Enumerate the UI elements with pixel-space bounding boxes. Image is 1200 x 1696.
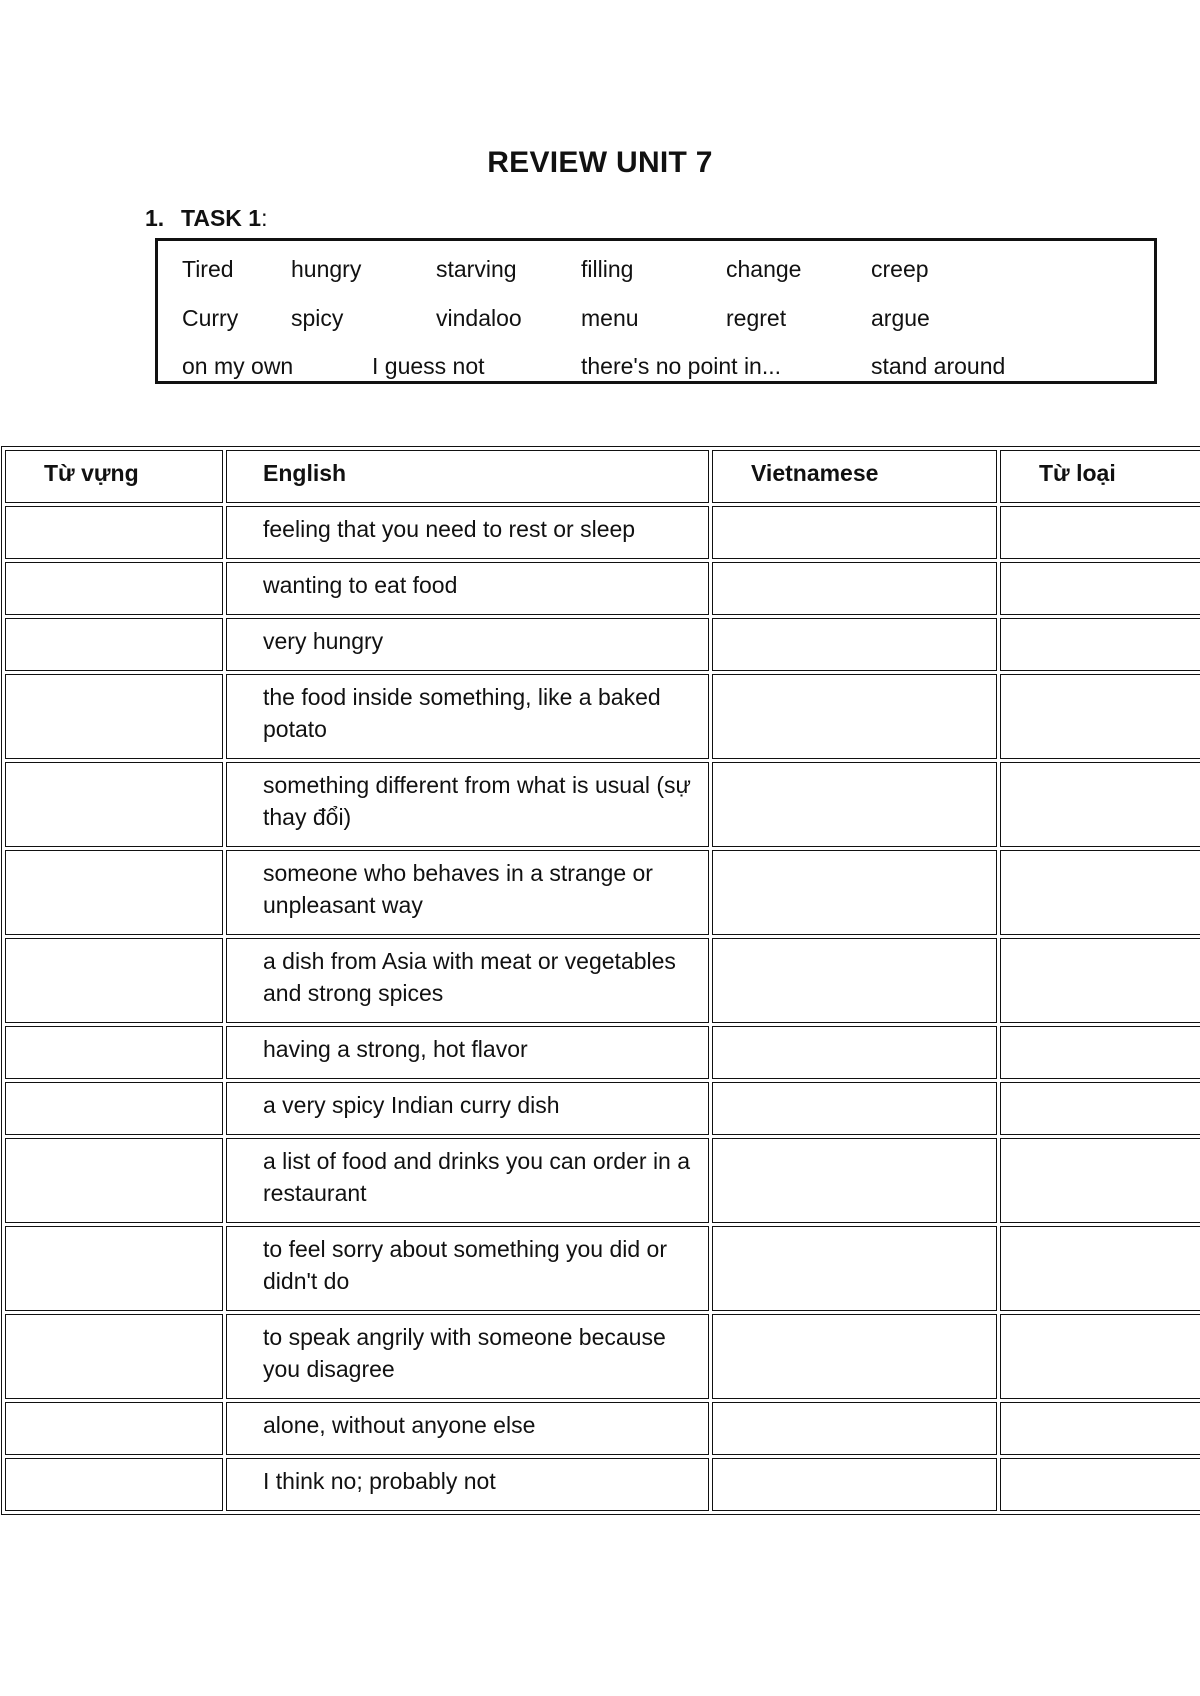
vietnamese-answer-cell[interactable]: [712, 1458, 997, 1511]
table-row: [5, 762, 1200, 847]
header-tu-vung: Từ vựng: [5, 450, 223, 503]
task-number: 1.: [145, 205, 165, 231]
table-row: [5, 562, 1200, 615]
word-hungry: hungry: [291, 256, 362, 282]
table-row: [5, 1314, 1200, 1399]
vietnamese-answer-cell[interactable]: [712, 1402, 997, 1455]
word-type-answer-cell[interactable]: [1000, 1402, 1200, 1455]
word-type-answer-cell[interactable]: [1000, 1458, 1200, 1511]
vietnamese-answer-cell[interactable]: [712, 1082, 997, 1135]
word-type-answer-cell[interactable]: [1000, 1082, 1200, 1135]
vocab-answer-cell[interactable]: [5, 850, 223, 935]
vocab-answer-cell[interactable]: [5, 762, 223, 847]
word-regret: regret: [726, 305, 787, 331]
vietnamese-answer-cell[interactable]: [712, 1026, 997, 1079]
vocabulary-table: [1, 446, 1200, 1515]
header-vietnamese: Vietnamese: [712, 450, 997, 503]
definition-cell: feeling that you need to rest or sleep: [226, 506, 709, 559]
vietnamese-answer-cell[interactable]: [712, 1226, 997, 1311]
vocab-answer-cell[interactable]: [5, 618, 223, 671]
word-type-answer-cell[interactable]: [1000, 1026, 1200, 1079]
definition-cell: a dish from Asia with meat or vegetables and strong spices: [226, 938, 709, 1023]
table-row: [5, 938, 1200, 1023]
word-curry: Curry: [182, 305, 239, 331]
vietnamese-answer-cell[interactable]: [712, 506, 997, 559]
word-argue: argue: [871, 305, 930, 331]
definition-cell: someone who behaves in a strange or unpleasant way: [226, 850, 709, 935]
word-spicy: spicy: [291, 305, 344, 331]
vocab-answer-cell[interactable]: [5, 1026, 223, 1079]
word-type-answer-cell[interactable]: [1000, 1314, 1200, 1399]
word-starving: starving: [436, 256, 517, 282]
definition-cell: a very spicy Indian curry dish: [226, 1082, 709, 1135]
word-type-answer-cell[interactable]: [1000, 506, 1200, 559]
vietnamese-answer-cell[interactable]: [712, 618, 997, 671]
definition-cell: wanting to eat food: [226, 562, 709, 615]
header-english: English: [226, 450, 709, 503]
definition-cell: to speak angrily with someone because you disagree: [226, 1314, 709, 1399]
word-vindaloo: vindaloo: [436, 305, 522, 331]
word-type-answer-cell[interactable]: [1000, 674, 1200, 759]
table-row: [5, 506, 1200, 559]
phrase-on-my-own: on my own: [182, 353, 294, 379]
vietnamese-answer-cell[interactable]: [712, 1138, 997, 1223]
table-row: [5, 1458, 1200, 1511]
definition-cell: alone, without anyone else: [226, 1402, 709, 1455]
phrase-i-guess-not: I guess not: [372, 353, 485, 379]
vietnamese-answer-cell[interactable]: [712, 938, 997, 1023]
word-menu: menu: [581, 305, 639, 331]
table-row: [5, 1026, 1200, 1079]
vocab-answer-cell[interactable]: [5, 1314, 223, 1399]
vocab-answer-cell[interactable]: [5, 1082, 223, 1135]
word-filling: filling: [581, 256, 634, 282]
phrase-no-point-in: there's no point in...: [581, 353, 782, 379]
table-row: [5, 618, 1200, 671]
vocab-answer-cell[interactable]: [5, 938, 223, 1023]
table-row: [5, 1402, 1200, 1455]
definition-cell: a list of food and drinks you can order in a restaurant: [226, 1138, 709, 1223]
word-type-answer-cell[interactable]: [1000, 762, 1200, 847]
table-row: [5, 674, 1200, 759]
word-change: change: [726, 256, 802, 282]
vietnamese-answer-cell[interactable]: [712, 850, 997, 935]
vietnamese-answer-cell[interactable]: [712, 562, 997, 615]
table-row: [5, 850, 1200, 935]
vietnamese-answer-cell[interactable]: [712, 674, 997, 759]
vocab-answer-cell[interactable]: [5, 1138, 223, 1223]
word-type-answer-cell[interactable]: [1000, 1138, 1200, 1223]
definition-cell: the food inside something, like a baked potato: [226, 674, 709, 759]
vocab-answer-cell[interactable]: [5, 506, 223, 559]
table-row: [5, 1082, 1200, 1135]
definition-cell: very hungry: [226, 618, 709, 671]
word-creep: creep: [871, 256, 929, 282]
page-title: REVIEW UNIT 7: [487, 146, 713, 179]
table-header-row: [5, 450, 1200, 503]
vocab-answer-cell[interactable]: [5, 1402, 223, 1455]
word-type-answer-cell[interactable]: [1000, 850, 1200, 935]
task-label: TASK 1: [181, 205, 262, 231]
task-colon: :: [261, 205, 268, 231]
vietnamese-answer-cell[interactable]: [712, 1314, 997, 1399]
definition-cell: to feel sorry about something you did or didn't do: [226, 1226, 709, 1311]
phrase-stand-around: stand around: [871, 353, 1006, 379]
table-row: [5, 1226, 1200, 1311]
word-tired: Tired: [182, 256, 234, 282]
definition-cell: I think no; probably not: [226, 1458, 709, 1511]
vocab-answer-cell[interactable]: [5, 1458, 223, 1511]
table-row: [5, 1138, 1200, 1223]
vietnamese-answer-cell[interactable]: [712, 762, 997, 847]
vocab-answer-cell[interactable]: [5, 674, 223, 759]
word-type-answer-cell[interactable]: [1000, 1226, 1200, 1311]
vocab-answer-cell[interactable]: [5, 1226, 223, 1311]
word-box: [155, 238, 1157, 384]
definition-cell: something different from what is usual (sự thay đổi): [226, 762, 709, 847]
task-heading: [145, 205, 267, 232]
definition-cell: having a strong, hot flavor: [226, 1026, 709, 1079]
word-type-answer-cell[interactable]: [1000, 562, 1200, 615]
word-type-answer-cell[interactable]: [1000, 938, 1200, 1023]
word-type-answer-cell[interactable]: [1000, 618, 1200, 671]
vocab-answer-cell[interactable]: [5, 562, 223, 615]
header-tu-loai: Từ loại: [1000, 450, 1200, 503]
